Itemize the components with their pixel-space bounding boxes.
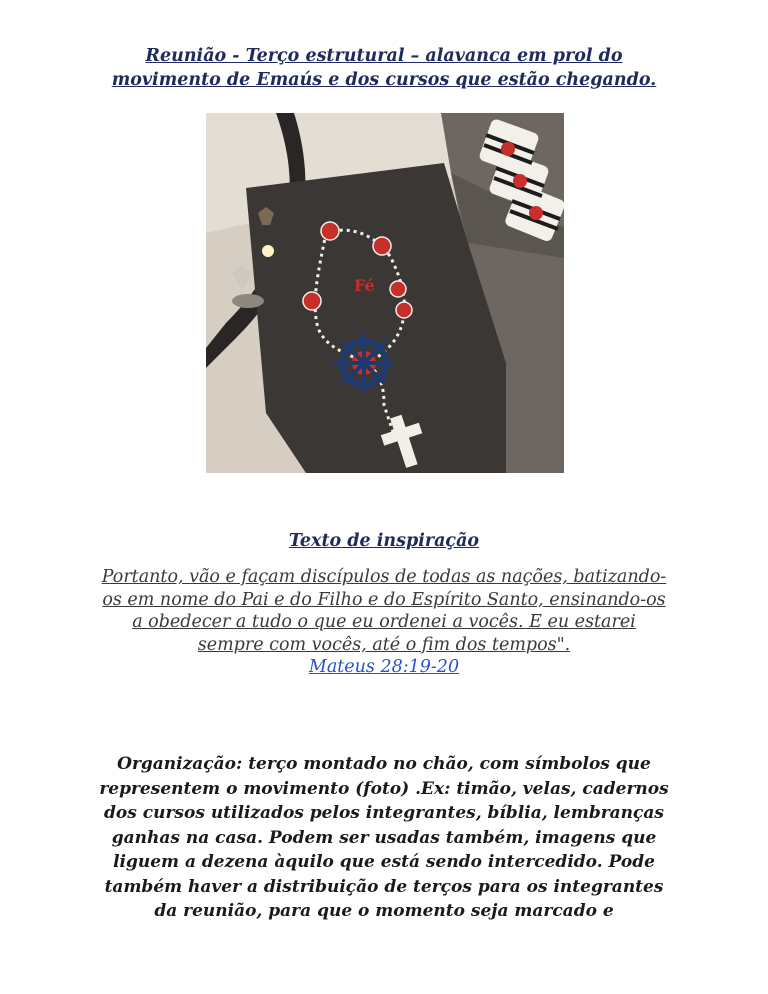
quote-reference-link[interactable]: Mateus 28:19-20 [308, 657, 460, 677]
quote-text: Portanto, vão e façam discípulos de todas as nações, batizando-os em nome do Pai e do Filho e do Espírito Santo, ensinando-os a obedecer a tudo o que eu ordenei a vocês. E eu estarei sempre com vocês, até o fim dos tempos". [101, 567, 667, 655]
ship-wheel-icon [334, 333, 394, 393]
organization-paragraph: Organização: terço montado no chão, com símbolos que representem o movimento (foto) .Ex: timão, velas, cadernos dos cursos utilizados pelos integrantes, bíblia, lembranças ganhas na casa. Podem ser usadas também, imagens que liguem a dezena àquilo que está sendo intercedido. Pode também haver a distribuição de terços para os integrantes da reunião, para que o momento seja marcado e [99, 754, 669, 921]
photo-label-fe: Fé [354, 276, 375, 295]
rosary-photo-illustration [206, 113, 564, 473]
rosary-photo [206, 113, 564, 473]
document-title: Reunião - Terço estrutural – alavanca em prol do movimento de Emaús e dos cursos que estão chegando. [111, 46, 657, 90]
inspiration-heading: Texto de inspiração [288, 531, 480, 551]
inspiration-quote [98, 566, 670, 679]
